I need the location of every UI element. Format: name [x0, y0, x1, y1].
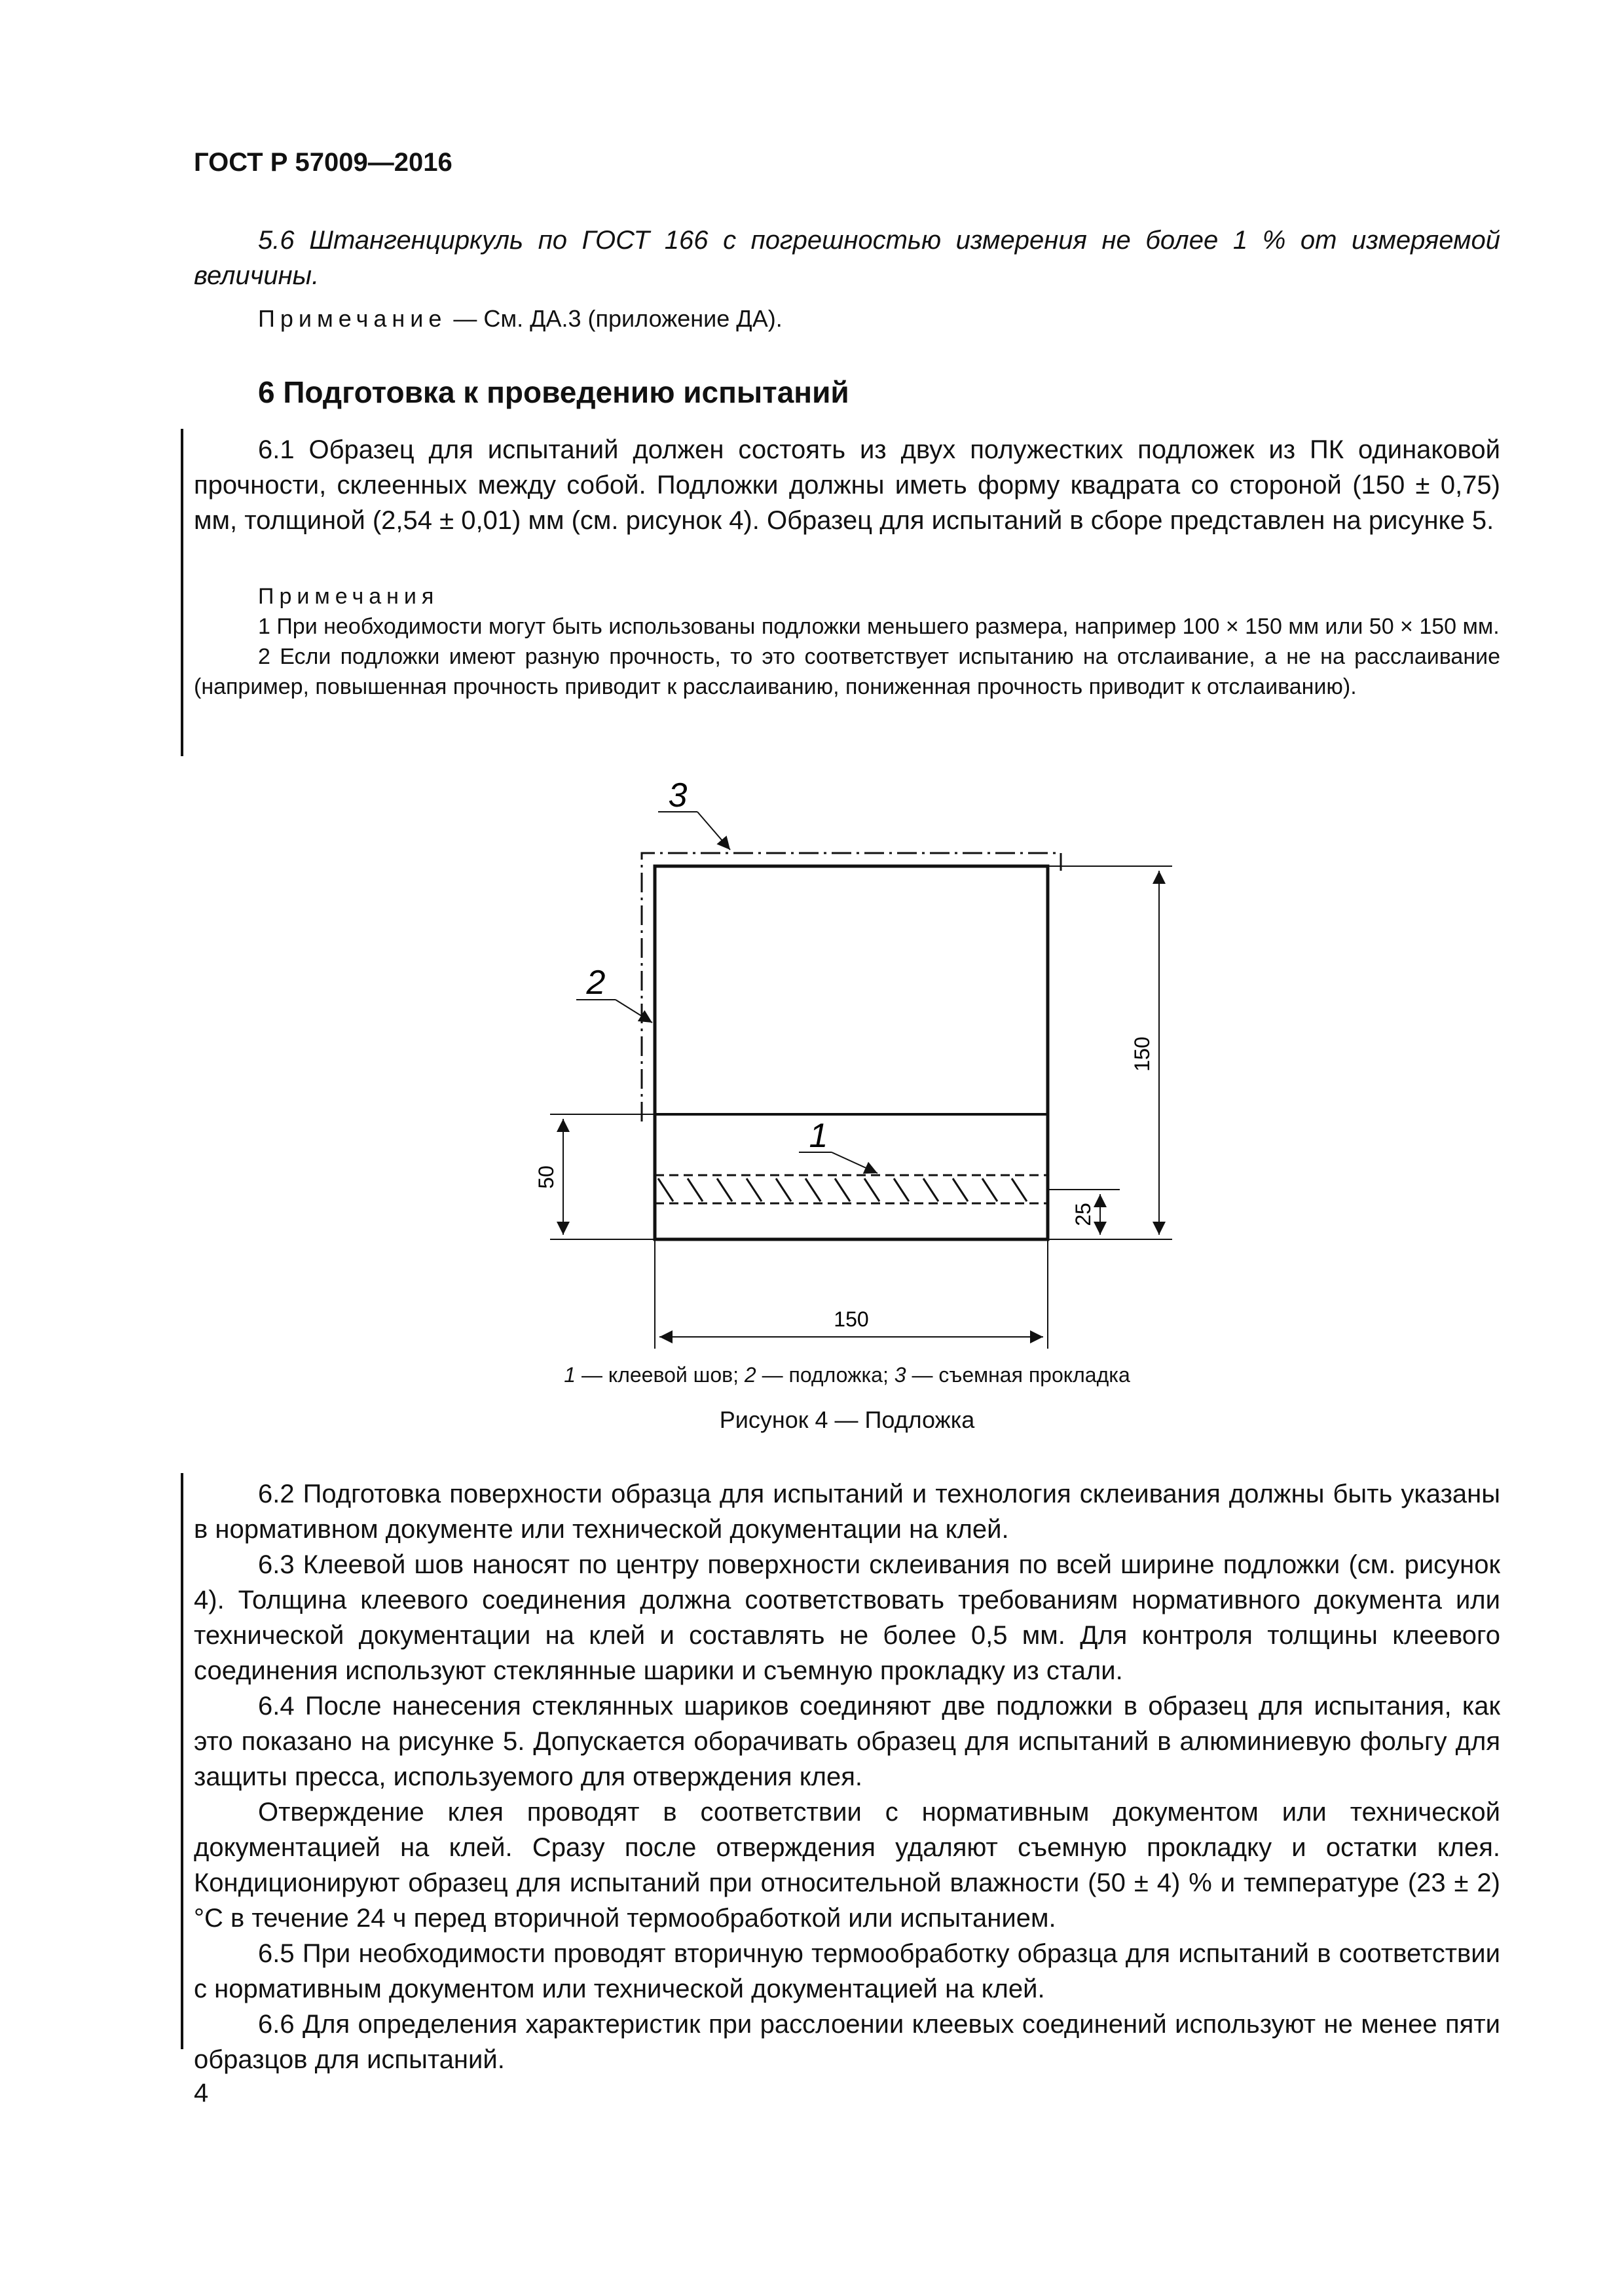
item-5-6 [194, 223, 1500, 293]
paragraph-6-5: 6.5 При необходимости проводят вторичную термообработку образца для испытаний в соответствии с нормативным документом или технической документацией на клей. [194, 1939, 1500, 2003]
change-bar-2 [181, 1473, 183, 2049]
paragraph-6-6: 6.6 Для определения характеристик при расслоении клеевых соединений используют не менее пяти образцов для испытаний. [194, 2010, 1500, 2074]
dim-50-label: 50 [534, 1165, 558, 1189]
paragraphs-6-2-to-6-6 [194, 1476, 1500, 2077]
dim-150-horizontal-label: 150 [834, 1307, 869, 1331]
upper-substrate [655, 866, 1048, 1239]
section-6-title: 6 Подготовка к проведению испытаний [258, 375, 849, 409]
paragraph-6-1 [194, 432, 1500, 538]
item-5-6-text: 5.6 Штангенциркуль по ГОСТ 166 с погрешностью измерения не более 1 % от измеряемой величины. [194, 226, 1500, 290]
dimension-150-vertical [1048, 866, 1172, 1239]
note-2: 2 Если подложки имеют разную прочность, то это соответствует испытанию на отслаивание, а не на расслаивание (например, повышенная прочность приводит к расслаиванию, пониженная прочность приводит к отслаиванию). [194, 644, 1500, 699]
note-text: — См. ДА.3 (приложение ДА). [447, 305, 783, 332]
dimension-50 [534, 1114, 655, 1239]
paragraph-6-1-text: 6.1 Образец для испытаний должен состоять из двух полужестких подложек из ПК одинаковой прочности, склеенных между собой. Подложки должны иметь форму квадрата со стороной (150 ± 0,75) мм, толщиной (2,54 ± 0,01) мм (см. рисунок 4). Образец для испытаний в сборе представлен на рисунке 5. [194, 435, 1500, 535]
paragraph-6-2: 6.2 Подготовка поверхности образца для испытаний и технология склеивания должны быть указаны в нормативном документе или технической документации на клей. [194, 1480, 1500, 1544]
change-bar-1 [181, 429, 183, 756]
dim-25-label: 25 [1071, 1203, 1095, 1226]
paragraph-6-4: 6.4 После нанесения стеклянных шариков соединяют две подложки в образец для испытания, как это показано на рисунке 5. Допускается оборачивать образец для испытаний в алюминиевую фольгу для защиты пресса, используемого для отверждения клея. [194, 1692, 1500, 1791]
dimension-25 [1048, 1190, 1120, 1235]
notes-label: Примечания [258, 584, 439, 609]
figure-legend: 1 — клеевой шов; 2 — подложка; 3 — съемная прокладка [564, 1363, 1130, 1387]
figure-4-substrate [511, 773, 1205, 1388]
label-3: 3 [668, 776, 688, 814]
document-header: ГОСТ Р 57009—2016 [194, 148, 452, 177]
label-1: 1 [809, 1117, 828, 1155]
note-label: Примечание [258, 305, 447, 332]
label-2: 2 [586, 964, 606, 1002]
item-5-6-note [194, 301, 1500, 337]
notes-6-1 [194, 581, 1500, 702]
paragraph-6-3: 6.3 Клеевой шов наносят по центру поверхности склеивания по всей ширине подложки (см. рисунок 4). Толщина клеевого соединения должна соответствовать требованиям нормативного документа или технической документации на клей и составлять не более 0,5 мм. Для контроля толщины клеевого соединения используют стеклянные шарики и съемную прокладку из стали. [194, 1550, 1500, 1685]
dim-150-vertical-label: 150 [1130, 1036, 1154, 1072]
figure-caption: Рисунок 4 — Подложка [719, 1406, 975, 1433]
spacer-outline [642, 853, 1061, 1121]
page-number: 4 [194, 2079, 209, 2107]
paragraph-curing: Отверждение клея проводят в соответствии с нормативным документом или технической документацией на клей. Сразу после отверждения удаляют съемную прокладку и остатки клея. Кондиционируют образец для испытаний при относительной влажности (50 ± 4) % и температуре (23 ± 2) °C в течение 24 ч перед вторичной термообработкой или испытанием. [194, 1798, 1500, 1933]
adhesive-seam [655, 1175, 1048, 1203]
note-1: 1 При необходимости могут быть использованы подложки меньшего размера, например 100 × 150 мм или 50 × 150 мм. [258, 614, 1500, 639]
dimension-150-horizontal [655, 1239, 1048, 1349]
leader-3 [658, 776, 730, 850]
leader-1 [799, 1117, 877, 1173]
